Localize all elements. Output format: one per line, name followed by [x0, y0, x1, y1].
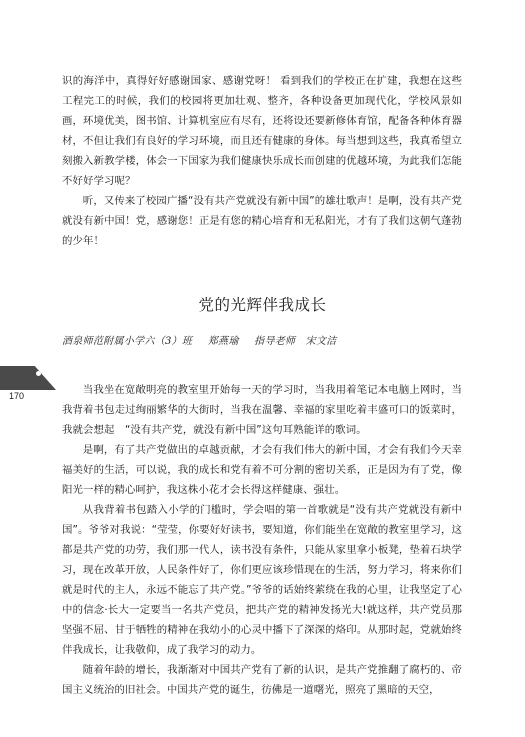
- school-name: 酒泉师范附属小学六（3）班: [62, 336, 193, 347]
- article-title: 党的光辉伴我成长: [198, 296, 327, 314]
- essay-paragraph-2: 是啊，有了共产党做出的卓越贡献，才会有我们伟大的新中国，才会有我们今天幸福美好的生活，可以说，我的成长和党有着不可分割的密切关系，正是因为有了党，像阳光一样的精心呵护，我这株小花才会长得这样健康、强壮。: [62, 444, 462, 496]
- essay-paragraph-1: 当我坐在宽敞明亮的教室里开始每一天的学习时，当我用着笔记本电脑上网时，当我背着书包走过绚丽繁华的大街时，当我在温馨、幸福的家里吃着丰盛可口的饭菜时，我就会想起 “没有共产党，就没有新中国”这句耳熟能详的歌词。: [62, 384, 462, 436]
- article-byline: [62, 332, 482, 347]
- teacher-name: 指导老师 宋文洁: [254, 336, 337, 347]
- essay-paragraph-3: 从我背着书包踏入小学的门槛时，学会唱的第一首歌就是“没有共产党就没有新中国”。爷爷对我说：“莹莹，你要好好读书，要知道，你们能坐在宽敞的教室里学习，这都是共产党的功劳，我们那一代人，读书没有条件，只能从家里拿小板凳，垫着石块学习，现在改革开放，人民条件好了，你们更应该珍惜现在的生活，努力学习，将来你们就是时代的主人，永远不能忘了共产党。”爷爷的话始终萦绕在我的心里，让我坚定了心中的信念·长大一定要当一名共产党员，把共产党的精神发扬光大!就这样，共产党员那坚强不屈、甘于牺牲的精神在我幼小的心灵中播下了深深的烙印。从那时起，党就始终伴我成长，让我敬仰，成了我学习的动力。: [62, 504, 462, 656]
- author-name: 郑燕瑜: [207, 336, 239, 347]
- prev-paragraph-2: 听，又传来了校园广播“没有共产党就没有新中国”的雄壮歌声！是啊，没有共产党就没有新中国！党，感谢您！正是有您的精心培育和无私阳光，才有了我们这朝气蓬勃的少年！: [62, 195, 462, 247]
- page-corner-tab: [0, 366, 56, 390]
- essay-body: [62, 380, 462, 700]
- prev-paragraph-1: 识的海洋中，真得好好感谢国家、感谢党呀！ 看到我们的学校正在扩建，我想在这些工程完工的时候，我们的校园将更加壮观、整齐，各种设备更加现代化，学校风景如画，环境优美，图书馆、计算机室应有尽有，还将设还要新修体育馆，配备各种体育器材，不但让我们有良好的学习环境，而且还有健康的身体。每当想到这些，我真希望立刻搬入新教学楼，体会一下国家为我们健康快乐成长而创建的优越环境，为此我们怎能不好好学习呢？: [62, 75, 462, 187]
- page-number: 170: [9, 391, 25, 401]
- essay-paragraph-4: 随着年龄的增长，我渐渐对中国共产党有了新的认识，是共产党推翻了腐朽的、帝国主义统治的旧社会。中国共产党的诞生，彷佛是一道曙光，照亮了黑暗的天空，: [62, 664, 462, 696]
- page-tab-dot: [36, 371, 41, 376]
- previous-section: [62, 71, 462, 251]
